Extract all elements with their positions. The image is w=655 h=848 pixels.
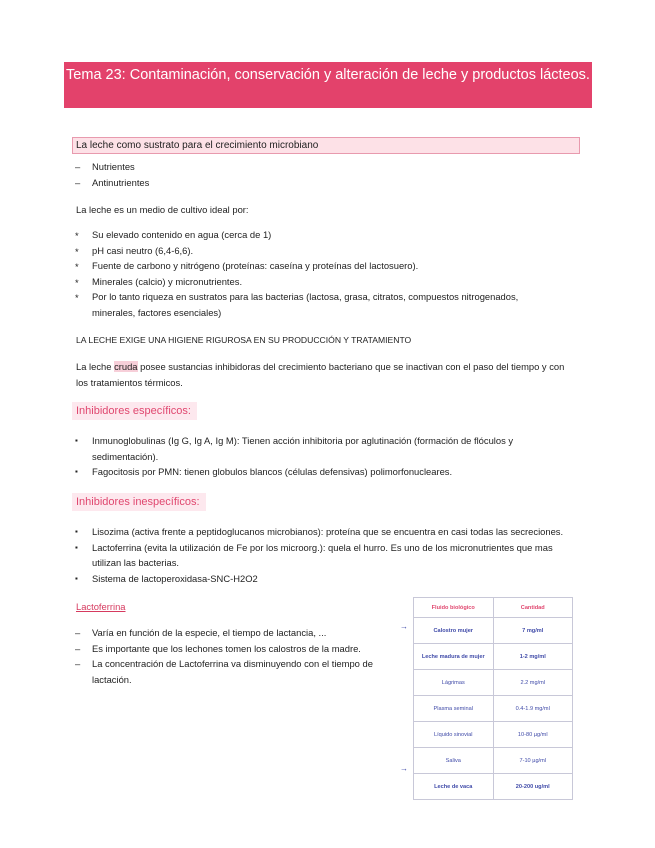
arrow-marker-icon: → [400, 764, 408, 773]
arrow-marker-icon: → [400, 622, 408, 631]
specific-inhibitors-list [72, 433, 572, 480]
table-row [414, 670, 573, 696]
table-row [414, 722, 573, 748]
list-item: ▪ Lactoferrina (evita la utilización de Fe por los microorg.): quela el hurro. Es uno de los micronutrientes que mas utilizan las bacterias. [72, 540, 582, 571]
table-cell: 0.4-1.9 mg/ml [493, 696, 573, 722]
table-cell: Calostro mujer [414, 618, 494, 644]
nonspecific-inhibitors-list [72, 524, 582, 586]
page-title: Tema 23: Contaminación, conservación y alteración de leche y productos lácteos. [64, 62, 592, 108]
table-cell: Líquido sinovial [414, 722, 494, 748]
table-row [414, 696, 573, 722]
list-item: ▪ Fagocitosis por PMN: tienen globulos blancos (células defensivas) polimorfonucleares. [72, 464, 572, 480]
table-row [414, 774, 573, 800]
list-item: * Minerales (calcio) y micronutrientes. [72, 274, 562, 290]
table-row [414, 748, 573, 774]
list-item: – La concentración de Lactoferrina va disminuyendo con el tiempo de lactación. [72, 656, 392, 687]
list-item: * Fuente de carbono y nitrógeno (proteínas: caseína y proteínas del lactosuero). [72, 258, 562, 274]
list-item: * Por lo tanto riqueza en sustratos para las bacterias (lactosa, grasa, citratos, compuestos nitrogenados, minerales, factores esenciales) [72, 289, 562, 320]
intro-text: La leche es un medio de cultivo ideal por: [76, 204, 249, 215]
table-row [414, 618, 573, 644]
specific-inhibitors-heading: Inhibidores específicos: [72, 402, 197, 420]
lactoferrin-table [413, 597, 573, 800]
nonspecific-inhibitors-heading: Inhibidores inespecíficos: [72, 493, 206, 511]
list-item: – Nutrientes [72, 159, 149, 175]
hygiene-caps-text: LA LECHE EXIGE UNA HIGIENE RIGUROSA EN SU PRODUCCIÓN Y TRATAMIENTO [76, 335, 412, 345]
reasons-list [72, 227, 562, 320]
highlight-cruda: cruda [114, 361, 138, 372]
list-item: ▪ Inmunoglobulinas (Ig G, Ig A, Ig M): Tienen acción inhibitoria por aglutinación (formación de flóculos y sedimentación). [72, 433, 572, 464]
table-header-row [414, 598, 573, 618]
lactoferrina-heading: Lactoferrina [76, 601, 126, 612]
table-cell: Plasma seminal [414, 696, 494, 722]
paragraph-text-start: La leche [76, 361, 115, 372]
table-header: Fluido biológico [414, 598, 494, 618]
table-cell: 2.2 mg/ml [493, 670, 573, 696]
table-cell: 10-80 µg/ml [493, 722, 573, 748]
table-cell: Leche de vaca [414, 774, 494, 800]
table-cell: Lágrimas [414, 670, 494, 696]
list-item: * Su elevado contenido en agua (cerca de 1) [72, 227, 562, 243]
table-cell: 20-200 ug/ml [493, 774, 573, 800]
table-cell: Leche madura de mujer [414, 644, 494, 670]
lactoferrina-list [72, 625, 392, 687]
list-item: – Es importante que los lechones tomen los calostros de la madre. [72, 641, 392, 657]
table-cell: 1-2 mg/ml [493, 644, 573, 670]
table-cell: 7-10 µg/ml [493, 748, 573, 774]
paragraph-text-end: posee sustancias inhibidoras del crecimiento bacteriano que se inactivan con el paso del tiempo y con los tratamientos térmicos. [76, 361, 565, 388]
nutrient-list [72, 159, 149, 190]
list-item: – Varía en función de la especie, el tiempo de lactancia, ... [72, 625, 392, 641]
list-item: – Antinutrientes [72, 175, 149, 191]
table-header: Cantidad [493, 598, 573, 618]
section-heading-milk-substrate: La leche como sustrato para el crecimiento microbiano [72, 137, 580, 154]
table-row [414, 644, 573, 670]
raw-milk-paragraph [76, 359, 576, 390]
table-cell: 7 mg/ml [493, 618, 573, 644]
list-item: ▪ Lisozima (activa frente a peptidoglucanos microbianos): proteína que se encuentra en casi todas las secreciones. [72, 524, 582, 540]
list-item: ▪ Sistema de lactoperoxidasa-SNC-H2O2 [72, 571, 582, 587]
list-item: * pH casi neutro (6,4-6,6). [72, 243, 562, 259]
table-cell: Saliva [414, 748, 494, 774]
